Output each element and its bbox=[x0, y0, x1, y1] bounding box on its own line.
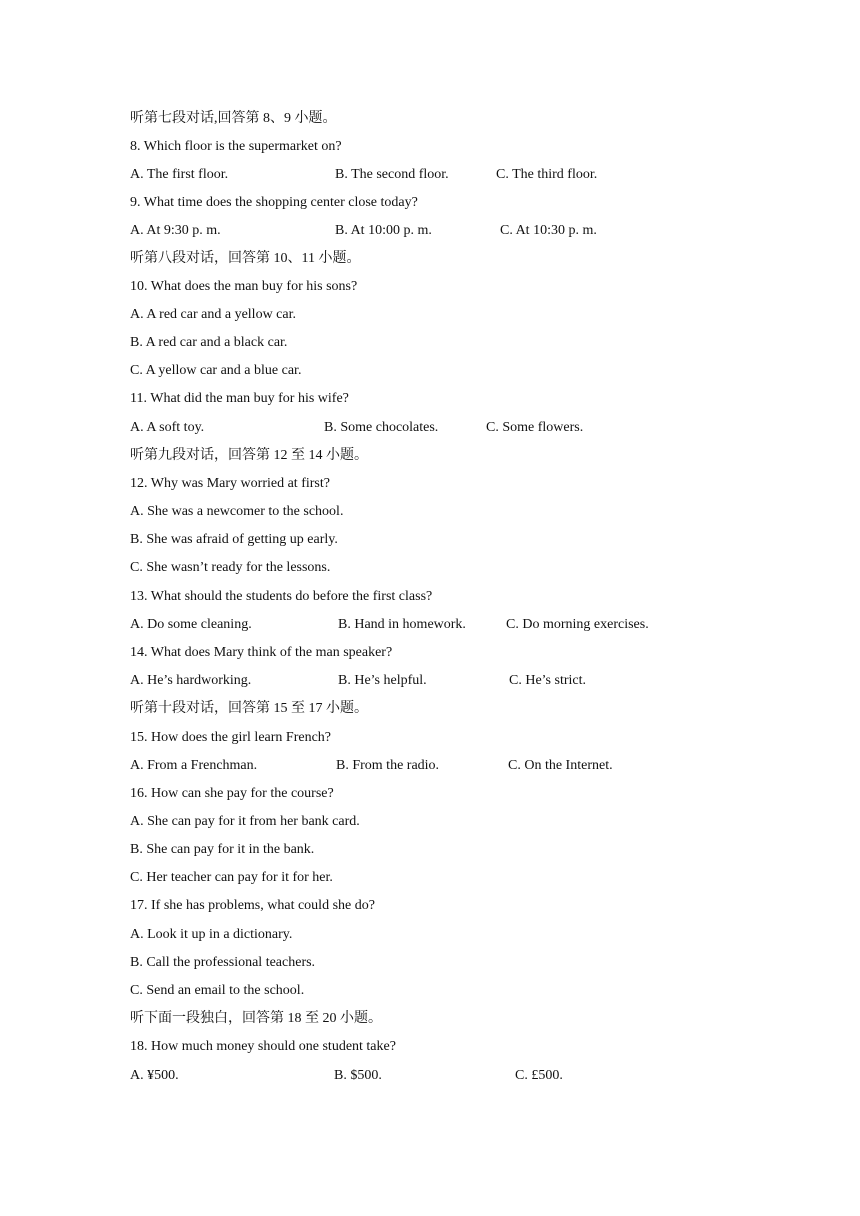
option-b: B. Some chocolates. bbox=[324, 420, 439, 435]
option-a: A. From a Frenchman. bbox=[130, 758, 258, 773]
option-c: C. Send an email to the school. bbox=[130, 983, 305, 998]
option-b: B. He’s helpful. bbox=[338, 673, 427, 688]
question-18: 18. How much money should one student take? bbox=[130, 1039, 396, 1054]
section-heading: 听下面一段独白，回答第 18 至 20 小题。 bbox=[130, 1011, 382, 1026]
section-heading: 听第十段对话，回答第 15 至 17 小题。 bbox=[130, 701, 368, 716]
option-c: C. A yellow car and a blue car. bbox=[130, 363, 302, 378]
option-b: B. She was afraid of getting up early. bbox=[130, 532, 338, 547]
options-row bbox=[130, 419, 770, 447]
option-a: A. Do some cleaning. bbox=[130, 617, 252, 632]
option-a: A. She was a newcomer to the school. bbox=[130, 504, 344, 519]
option-a: A. ¥500. bbox=[130, 1068, 179, 1083]
section-heading: 听第七段对话,回答第 8、9 小题。 bbox=[130, 111, 337, 126]
option-b: B. She can pay for it in the bank. bbox=[130, 842, 315, 857]
option-c: C. £500. bbox=[515, 1068, 563, 1083]
question-15: 15. How does the girl learn French? bbox=[130, 730, 331, 745]
option-b: B. At 10:00 p. m. bbox=[335, 223, 432, 238]
option-b: B. The second floor. bbox=[335, 167, 449, 182]
options-row bbox=[130, 1067, 770, 1095]
option-c: C. She wasn’t ready for the lessons. bbox=[130, 560, 331, 575]
option-a: A. The first floor. bbox=[130, 167, 229, 182]
question-17: 17. If she has problems, what could she do? bbox=[130, 898, 375, 913]
question-8: 8. Which floor is the supermarket on? bbox=[130, 139, 342, 154]
option-a: A. She can pay for it from her bank card. bbox=[130, 814, 360, 829]
question-13: 13. What should the students do before the first class? bbox=[130, 589, 433, 604]
question-12: 12. Why was Mary worried at first? bbox=[130, 476, 330, 491]
section-heading: 听第八段对话，回答第 10、11 小题。 bbox=[130, 251, 361, 266]
options-row bbox=[130, 616, 770, 644]
question-10: 10. What does the man buy for his sons? bbox=[130, 279, 358, 294]
option-b: B. $500. bbox=[334, 1068, 382, 1083]
options-row bbox=[130, 757, 770, 785]
option-c: C. Some flowers. bbox=[486, 420, 584, 435]
option-a: A. He’s hardworking. bbox=[130, 673, 252, 688]
option-b: B. From the radio. bbox=[336, 758, 440, 773]
question-11: 11. What did the man buy for his wife? bbox=[130, 391, 349, 406]
option-a: A. At 9:30 p. m. bbox=[130, 223, 221, 238]
option-c: C. On the Internet. bbox=[508, 758, 613, 773]
option-a: A. A soft toy. bbox=[130, 420, 205, 435]
option-a: A. A red car and a yellow car. bbox=[130, 307, 296, 322]
option-b: B. A red car and a black car. bbox=[130, 335, 288, 350]
option-b: B. Hand in homework. bbox=[338, 617, 466, 632]
option-c: C. Her teacher can pay for it for her. bbox=[130, 870, 333, 885]
section-heading: 听第九段对话，回答第 12 至 14 小题。 bbox=[130, 448, 368, 463]
option-c: C. Do morning exercises. bbox=[506, 617, 649, 632]
option-c: C. At 10:30 p. m. bbox=[500, 223, 597, 238]
option-c: C. The third floor. bbox=[496, 167, 598, 182]
options-row bbox=[130, 222, 770, 250]
options-row bbox=[130, 672, 770, 700]
question-14: 14. What does Mary think of the man speaker? bbox=[130, 645, 393, 660]
question-9: 9. What time does the shopping center close today? bbox=[130, 195, 418, 210]
option-b: B. Call the professional teachers. bbox=[130, 955, 316, 970]
options-row bbox=[130, 166, 770, 194]
option-a: A. Look it up in a dictionary. bbox=[130, 927, 293, 942]
question-16: 16. How can she pay for the course? bbox=[130, 786, 334, 801]
option-c: C. He’s strict. bbox=[509, 673, 586, 688]
